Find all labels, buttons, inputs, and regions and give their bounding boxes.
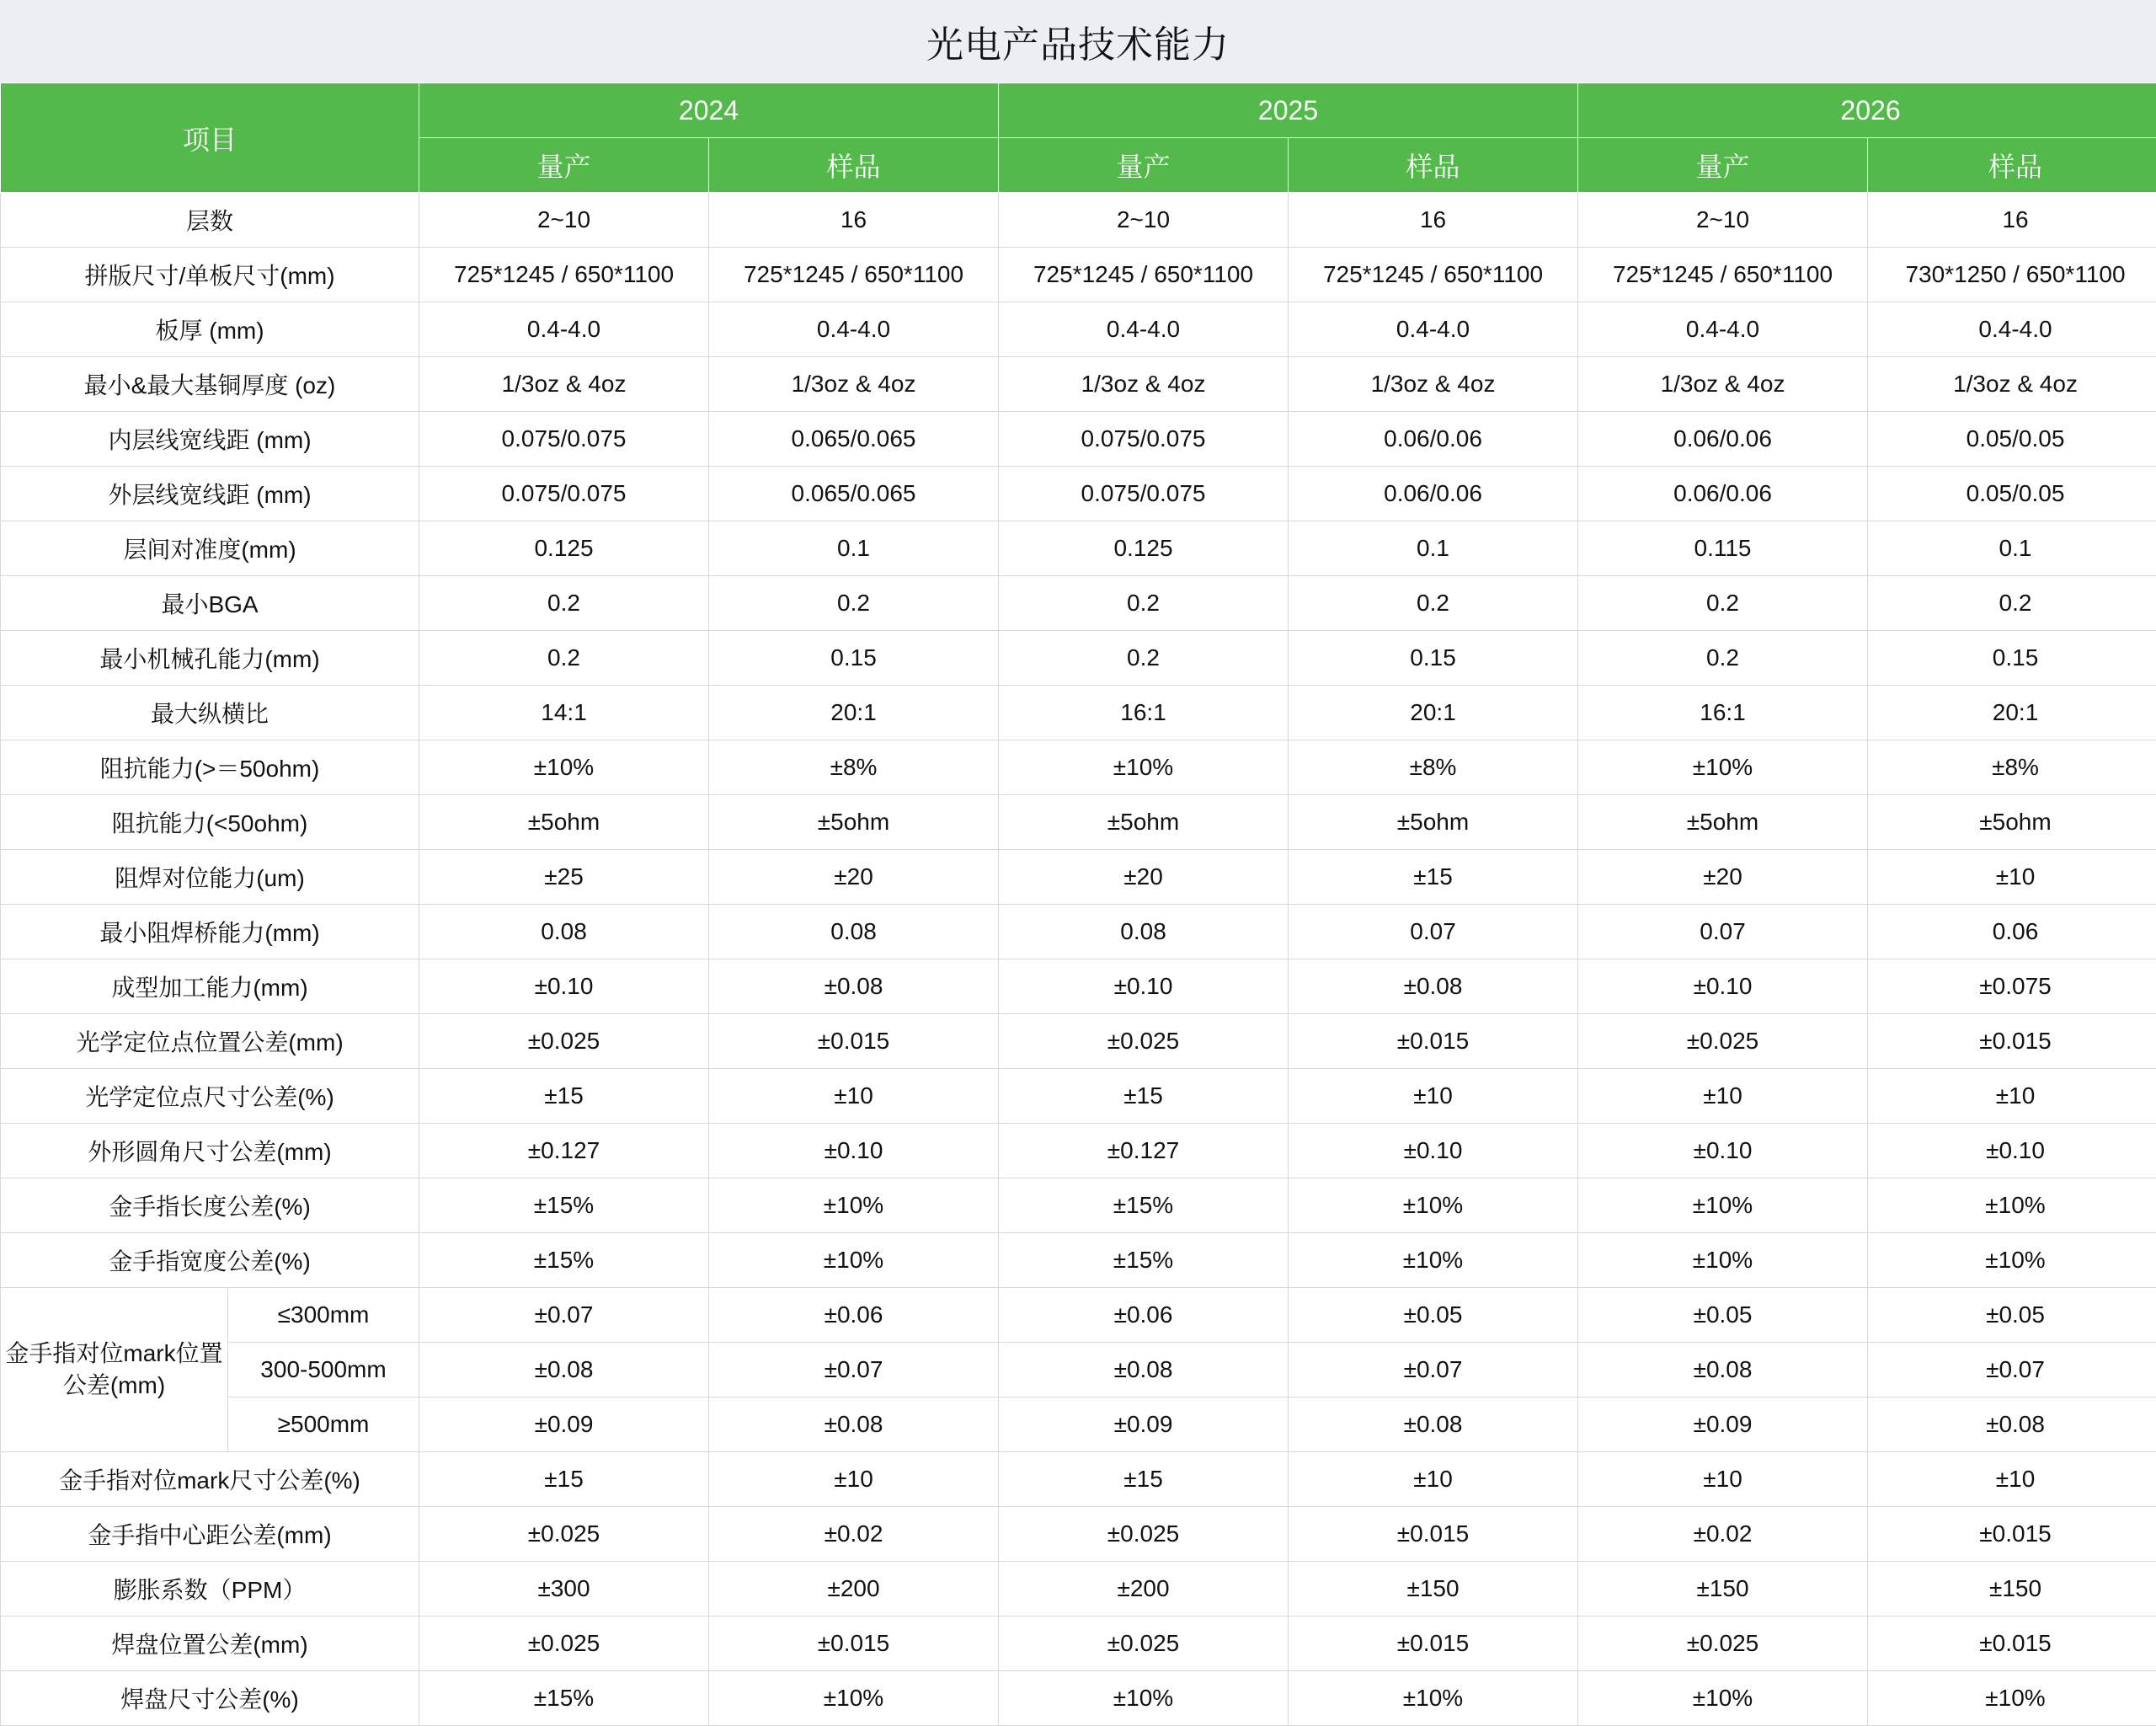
row-label: 阻焊对位能力(um) <box>1 850 419 905</box>
row-value: ±0.025 <box>1578 1014 1868 1069</box>
row-value: 0.4-4.0 <box>1868 302 2156 357</box>
capability-table <box>0 83 2156 1726</box>
row-label: 金手指长度公差(%) <box>1 1178 419 1233</box>
row-label: 最小BGA <box>1 576 419 631</box>
row-value: 0.125 <box>999 521 1289 576</box>
row-value: ±0.015 <box>1289 1014 1578 1069</box>
row-value: 0.115 <box>1578 521 1868 576</box>
row-value: ±10% <box>1868 1671 2156 1726</box>
table-row <box>1 686 2156 740</box>
row-value: ±0.08 <box>1289 1397 1578 1452</box>
row-value: ±15% <box>999 1233 1289 1288</box>
row-value: ±5ohm <box>1578 795 1868 850</box>
header-sub-2026-mass: 量产 <box>1578 138 1868 193</box>
row-value: ±0.127 <box>419 1124 709 1178</box>
row-value: 16 <box>709 193 999 248</box>
row-value: 16:1 <box>999 686 1289 740</box>
row-value: ±0.07 <box>419 1288 709 1343</box>
row-value: ±0.07 <box>709 1343 999 1397</box>
row-label: 最小阻焊桥能力(mm) <box>1 905 419 959</box>
table-row <box>1 193 2156 248</box>
row-value: ±300 <box>419 1562 709 1616</box>
row-value: 16:1 <box>1578 686 1868 740</box>
row-value: 0.06/0.06 <box>1289 467 1578 521</box>
row-value: ±10% <box>1578 740 1868 795</box>
row-value: 0.4-4.0 <box>1578 302 1868 357</box>
row-value: ±5ohm <box>1289 795 1578 850</box>
row-value: ±25 <box>419 850 709 905</box>
page-title: 光电产品技术能力 <box>926 14 1230 68</box>
row-value: ±10% <box>709 1671 999 1726</box>
row-value: ±10 <box>1868 1452 2156 1507</box>
row-value: 0.125 <box>419 521 709 576</box>
row-label: 最小&最大基铜厚度 (oz) <box>1 357 419 412</box>
table-row <box>1 631 2156 686</box>
row-label: 金手指中心距公差(mm) <box>1 1507 419 1562</box>
row-value: ±0.08 <box>1289 959 1578 1014</box>
row-value: ±200 <box>709 1562 999 1616</box>
table-row <box>1 248 2156 302</box>
table-row <box>1 1616 2156 1671</box>
table-row <box>1 795 2156 850</box>
table-row-group <box>1 1397 2156 1452</box>
table-row <box>1 412 2156 467</box>
row-value: 1/3oz & 4oz <box>1289 357 1578 412</box>
row-value: 0.2 <box>419 631 709 686</box>
row-value: ±0.05 <box>1578 1288 1868 1343</box>
table-header <box>1 83 2156 193</box>
table-row <box>1 1069 2156 1124</box>
row-label: 最小机械孔能力(mm) <box>1 631 419 686</box>
row-value: 0.05/0.05 <box>1868 467 2156 521</box>
row-value: ±5ohm <box>1868 795 2156 850</box>
row-label: 层间对准度(mm) <box>1 521 419 576</box>
row-value: ±0.10 <box>1289 1124 1578 1178</box>
row-value: ±10% <box>1578 1233 1868 1288</box>
row-label: 最大纵横比 <box>1 686 419 740</box>
row-value: ±15 <box>999 1452 1289 1507</box>
row-value: ±10% <box>999 1671 1289 1726</box>
row-value: ±0.075 <box>1868 959 2156 1014</box>
row-value: ±0.015 <box>1868 1616 2156 1671</box>
row-label: 内层线宽线距 (mm) <box>1 412 419 467</box>
row-value: 0.1 <box>709 521 999 576</box>
row-value: 0.2 <box>1578 576 1868 631</box>
row-value: ±0.025 <box>1578 1616 1868 1671</box>
row-value: 0.2 <box>709 576 999 631</box>
row-value: ±0.10 <box>419 959 709 1014</box>
row-value: ±15 <box>1289 850 1578 905</box>
row-value: 1/3oz & 4oz <box>419 357 709 412</box>
row-value: 0.08 <box>999 905 1289 959</box>
table-row <box>1 959 2156 1014</box>
row-value: 0.2 <box>419 576 709 631</box>
header-year-2024: 2024 <box>419 83 999 138</box>
row-value: 0.2 <box>1289 576 1578 631</box>
row-value: ±0.02 <box>1578 1507 1868 1562</box>
row-value: 0.06/0.06 <box>1289 412 1578 467</box>
row-value: ±0.10 <box>709 1124 999 1178</box>
table-row-group <box>1 1343 2156 1397</box>
row-value: ±0.08 <box>1578 1343 1868 1397</box>
row-value: 725*1245 / 650*1100 <box>709 248 999 302</box>
group-sub-label: 300-500mm <box>228 1343 419 1397</box>
header-sub-2026-sample: 样品 <box>1868 138 2156 193</box>
row-value: 725*1245 / 650*1100 <box>999 248 1289 302</box>
row-value: ±10% <box>1289 1671 1578 1726</box>
row-value: 0.4-4.0 <box>999 302 1289 357</box>
row-value: ±0.015 <box>1868 1014 2156 1069</box>
row-value: ±150 <box>1289 1562 1578 1616</box>
row-value: ±10% <box>709 1233 999 1288</box>
table-row <box>1 850 2156 905</box>
row-label: 光学定位点位置公差(mm) <box>1 1014 419 1069</box>
row-value: 725*1245 / 650*1100 <box>1289 248 1578 302</box>
header-row-year <box>1 83 2156 138</box>
row-value: ±10% <box>1868 1178 2156 1233</box>
row-value: 0.075/0.075 <box>999 412 1289 467</box>
row-value: ±15% <box>419 1671 709 1726</box>
row-value: ±0.015 <box>1868 1507 2156 1562</box>
row-label: 光学定位点尺寸公差(%) <box>1 1069 419 1124</box>
group-sub-label: ≥500mm <box>228 1397 419 1452</box>
row-value: 20:1 <box>1289 686 1578 740</box>
row-label: 金手指宽度公差(%) <box>1 1233 419 1288</box>
row-value: 2~10 <box>999 193 1289 248</box>
row-value: 2~10 <box>1578 193 1868 248</box>
header-sub-2024-sample: 样品 <box>709 138 999 193</box>
row-value: 0.2 <box>999 631 1289 686</box>
table-row <box>1 905 2156 959</box>
row-value: ±10 <box>1289 1452 1578 1507</box>
row-label: 成型加工能力(mm) <box>1 959 419 1014</box>
row-value: ±0.025 <box>419 1616 709 1671</box>
row-label: 拼版尺寸/单板尺寸(mm) <box>1 248 419 302</box>
row-value: ±10% <box>1578 1178 1868 1233</box>
row-value: 0.1 <box>1289 521 1578 576</box>
row-value: 0.15 <box>1868 631 2156 686</box>
row-value: ±10 <box>1868 850 2156 905</box>
table-row <box>1 1178 2156 1233</box>
row-label: 板厚 (mm) <box>1 302 419 357</box>
row-value: ±10% <box>1289 1233 1578 1288</box>
row-value: 0.15 <box>1289 631 1578 686</box>
row-value: ±10% <box>1289 1178 1578 1233</box>
row-value: ±0.07 <box>1289 1343 1578 1397</box>
table-row <box>1 1562 2156 1616</box>
row-value: ±0.08 <box>419 1343 709 1397</box>
row-value: ±0.09 <box>1578 1397 1868 1452</box>
row-value: ±20 <box>709 850 999 905</box>
row-value: 0.06 <box>1868 905 2156 959</box>
row-label: 阻抗能力(<50ohm) <box>1 795 419 850</box>
row-value: 0.1 <box>1868 521 2156 576</box>
row-value: 14:1 <box>419 686 709 740</box>
table-row <box>1 357 2156 412</box>
row-value: 0.07 <box>1289 905 1578 959</box>
row-value: ±0.015 <box>1289 1507 1578 1562</box>
table-row <box>1 1507 2156 1562</box>
row-value: ±0.10 <box>1868 1124 2156 1178</box>
row-value: 0.4-4.0 <box>1289 302 1578 357</box>
table-row <box>1 576 2156 631</box>
header-item: 项目 <box>1 83 419 193</box>
row-value: ±0.025 <box>999 1616 1289 1671</box>
row-value: 0.2 <box>999 576 1289 631</box>
row-value: ±10% <box>999 740 1289 795</box>
row-value: ±0.015 <box>709 1616 999 1671</box>
row-value: 1/3oz & 4oz <box>1868 357 2156 412</box>
row-value: 1/3oz & 4oz <box>709 357 999 412</box>
table-row <box>1 1124 2156 1178</box>
row-value: ±5ohm <box>709 795 999 850</box>
row-value: ±10% <box>1868 1233 2156 1288</box>
row-value: ±0.08 <box>1868 1397 2156 1452</box>
row-value: ±0.015 <box>1289 1616 1578 1671</box>
row-value: 0.06/0.06 <box>1578 467 1868 521</box>
table-row <box>1 1671 2156 1726</box>
row-value: 0.4-4.0 <box>419 302 709 357</box>
row-value: ±0.02 <box>709 1507 999 1562</box>
row-value: ±0.07 <box>1868 1343 2156 1397</box>
row-value: 725*1245 / 650*1100 <box>1578 248 1868 302</box>
row-value: ±10 <box>1868 1069 2156 1124</box>
row-value: ±0.127 <box>999 1124 1289 1178</box>
row-value: ±5ohm <box>999 795 1289 850</box>
row-value: ±20 <box>999 850 1289 905</box>
row-value: 1/3oz & 4oz <box>999 357 1289 412</box>
row-value: ±0.08 <box>709 959 999 1014</box>
row-value: ±15% <box>999 1178 1289 1233</box>
row-value: ±15 <box>999 1069 1289 1124</box>
row-value: 725*1245 / 650*1100 <box>419 248 709 302</box>
document-title-bar <box>0 0 2156 83</box>
row-value: 20:1 <box>709 686 999 740</box>
row-value: 0.15 <box>709 631 999 686</box>
row-value: 0.4-4.0 <box>709 302 999 357</box>
row-value: ±0.05 <box>1868 1288 2156 1343</box>
row-value: ±0.06 <box>999 1288 1289 1343</box>
row-label: 阻抗能力(>＝50ohm) <box>1 740 419 795</box>
row-value: ±150 <box>1578 1562 1868 1616</box>
row-value: 0.075/0.075 <box>999 467 1289 521</box>
row-value: 0.2 <box>1578 631 1868 686</box>
row-value: 0.2 <box>1868 576 2156 631</box>
group-sub-label: ≤300mm <box>228 1288 419 1343</box>
row-value: ±10 <box>1578 1452 1868 1507</box>
table-row <box>1 1452 2156 1507</box>
row-value: ±10% <box>709 1178 999 1233</box>
row-value: ±10 <box>709 1452 999 1507</box>
row-value: ±8% <box>709 740 999 795</box>
table-row-group-first <box>1 1288 2156 1343</box>
header-year-2025: 2025 <box>999 83 1578 138</box>
row-value: ±0.06 <box>709 1288 999 1343</box>
row-label: 层数 <box>1 193 419 248</box>
table-body <box>1 193 2156 1726</box>
row-value: 16 <box>1289 193 1578 248</box>
row-value: ±0.09 <box>999 1397 1289 1452</box>
table-row <box>1 302 2156 357</box>
row-value: 2~10 <box>419 193 709 248</box>
row-label: 焊盘尺寸公差(%) <box>1 1671 419 1726</box>
row-value: 0.075/0.075 <box>419 412 709 467</box>
row-value: 0.05/0.05 <box>1868 412 2156 467</box>
row-value: 0.08 <box>709 905 999 959</box>
table-row <box>1 740 2156 795</box>
row-value: 730*1250 / 650*1100 <box>1868 248 2156 302</box>
row-value: ±0.025 <box>999 1507 1289 1562</box>
table-row <box>1 1014 2156 1069</box>
row-value: ±15 <box>419 1069 709 1124</box>
row-value: 1/3oz & 4oz <box>1578 357 1868 412</box>
row-value: ±10 <box>709 1069 999 1124</box>
row-label: 外形圆角尺寸公差(mm) <box>1 1124 419 1178</box>
row-value: ±15 <box>419 1452 709 1507</box>
row-label: 膨胀系数（PPM） <box>1 1562 419 1616</box>
row-value: 0.07 <box>1578 905 1868 959</box>
row-value: ±0.05 <box>1289 1288 1578 1343</box>
row-value: ±0.08 <box>999 1343 1289 1397</box>
row-value: ±15% <box>419 1178 709 1233</box>
row-value: 0.065/0.065 <box>709 412 999 467</box>
group-row-label: 金手指对位mark位置公差(mm) <box>1 1288 228 1452</box>
table-row <box>1 521 2156 576</box>
header-sub-2024-mass: 量产 <box>419 138 709 193</box>
row-value: 0.075/0.075 <box>419 467 709 521</box>
row-value: ±200 <box>999 1562 1289 1616</box>
row-value: ±0.10 <box>1578 959 1868 1014</box>
row-value: 0.06/0.06 <box>1578 412 1868 467</box>
row-value: ±0.025 <box>999 1014 1289 1069</box>
row-value: ±0.025 <box>419 1507 709 1562</box>
row-value: ±10 <box>1289 1069 1578 1124</box>
row-value: ±0.08 <box>709 1397 999 1452</box>
row-value: ±8% <box>1289 740 1578 795</box>
row-value: ±0.10 <box>1578 1124 1868 1178</box>
row-value: 0.08 <box>419 905 709 959</box>
header-sub-2025-mass: 量产 <box>999 138 1289 193</box>
row-value: ±0.015 <box>709 1014 999 1069</box>
table-row <box>1 1233 2156 1288</box>
table-row <box>1 467 2156 521</box>
row-value: 20:1 <box>1868 686 2156 740</box>
row-value: ±0.10 <box>999 959 1289 1014</box>
header-year-2026: 2026 <box>1578 83 2156 138</box>
row-label: 外层线宽线距 (mm) <box>1 467 419 521</box>
header-sub-2025-sample: 样品 <box>1289 138 1578 193</box>
row-value: ±10% <box>419 740 709 795</box>
row-value: ±20 <box>1578 850 1868 905</box>
row-value: ±5ohm <box>419 795 709 850</box>
row-value: ±10% <box>1578 1671 1868 1726</box>
row-value: ±0.025 <box>419 1014 709 1069</box>
row-value: ±8% <box>1868 740 2156 795</box>
row-label: 焊盘位置公差(mm) <box>1 1616 419 1671</box>
row-value: ±10 <box>1578 1069 1868 1124</box>
row-value: 16 <box>1868 193 2156 248</box>
row-label: 金手指对位mark尺寸公差(%) <box>1 1452 419 1507</box>
row-value: ±15% <box>419 1233 709 1288</box>
row-value: ±150 <box>1868 1562 2156 1616</box>
row-value: ±0.09 <box>419 1397 709 1452</box>
row-value: 0.065/0.065 <box>709 467 999 521</box>
